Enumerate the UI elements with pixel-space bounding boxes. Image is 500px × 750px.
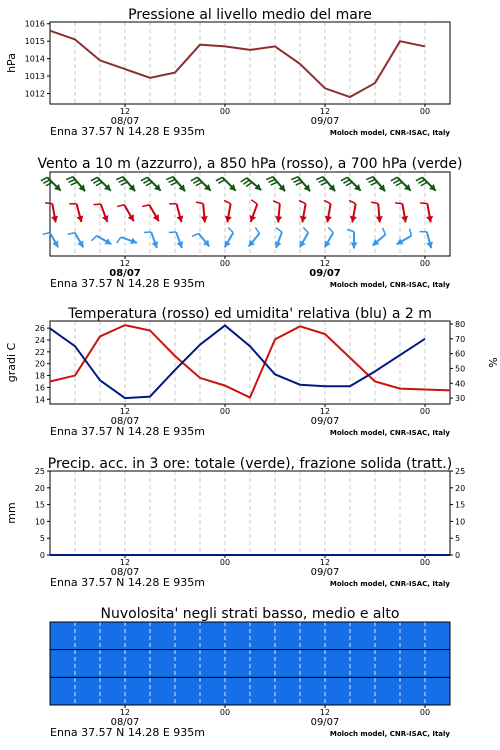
- x-tick-label: 00: [419, 558, 431, 567]
- model-label: Moloch model, CNR-ISAC, Italy: [329, 580, 450, 588]
- panel-4: [47, 471, 453, 558]
- y-tick-label: 15: [34, 500, 45, 510]
- arrow-barb: [196, 202, 203, 203]
- y-tick-label-right: 50: [455, 364, 466, 374]
- wind-arrow-850hPa: [93, 204, 108, 222]
- x-tick-label: 12: [319, 708, 331, 717]
- y-tick-label: 16: [34, 383, 45, 393]
- wind-arrow-700hPa: [91, 177, 111, 190]
- y-tick-label: 1012: [24, 89, 45, 99]
- cloud-cell: [250, 622, 276, 650]
- x-tick-label: 12: [119, 259, 131, 268]
- x-tick-label: 00: [419, 107, 431, 116]
- wind-arrow-700hPa: [66, 177, 85, 192]
- arrow-head: [426, 242, 433, 249]
- arrow-barb: [192, 233, 199, 236]
- arrow-barb: [169, 232, 176, 233]
- arrow-barb: [43, 233, 50, 235]
- cloud-cell: [350, 677, 376, 705]
- arrow-barb: [316, 177, 323, 180]
- wind-arrow-10m: [144, 232, 158, 248]
- y-tick-label-right: 15: [455, 500, 466, 510]
- wind-arrow-700hPa: [216, 177, 236, 190]
- arrow-barb: [296, 182, 303, 185]
- wind-arrow-10m: [372, 228, 385, 246]
- cloud-cell: [50, 650, 76, 678]
- arrow-barb: [118, 179, 125, 182]
- pressure-line: [50, 31, 425, 97]
- arrow-barb: [241, 178, 247, 182]
- arrow-barb: [368, 179, 375, 182]
- y-tick-label-right: 30: [455, 394, 466, 404]
- y-tick-label-right: 40: [455, 379, 466, 389]
- panel-1: [47, 22, 450, 107]
- cloud-cell: [325, 622, 351, 650]
- y-tick-label: 24: [34, 335, 45, 345]
- cloud-cell: [225, 622, 251, 650]
- wind-arrow-10m: [68, 233, 84, 248]
- arrow-barb: [393, 180, 399, 184]
- y-tick-label: 20: [34, 483, 45, 493]
- wind-arrow-850hPa: [420, 203, 433, 222]
- arrow-barb: [168, 179, 175, 182]
- arrow-barb: [68, 179, 75, 182]
- arrow-barb: [43, 180, 49, 184]
- wind-arrow-850hPa: [69, 204, 83, 222]
- cloud-cell: [425, 622, 451, 650]
- wind-arrow-850hPa: [273, 201, 282, 223]
- arrow-barb: [93, 180, 99, 184]
- model-label: Moloch model, CNR-ISAC, Italy: [329, 129, 450, 137]
- wind-arrow-700hPa: [416, 177, 436, 190]
- y-tick-label: 1014: [24, 54, 45, 64]
- wind-arrow-700hPa: [116, 177, 135, 192]
- x-tick-label: 00: [419, 259, 431, 268]
- cloud-cell: [225, 650, 251, 678]
- cloud-cell: [150, 650, 176, 678]
- y-tick-label-right: 60: [455, 349, 466, 359]
- wind-arrow-850hPa: [250, 200, 258, 222]
- cloud-cell: [75, 622, 101, 650]
- wind-arrow-700hPa: [291, 177, 310, 192]
- x-tick-label: 12: [319, 107, 331, 116]
- arrow-head: [77, 215, 84, 222]
- y-tick-label: 5: [39, 534, 45, 544]
- arrow-barb: [418, 180, 424, 184]
- y-tick-label-right: 5: [455, 534, 461, 544]
- cloud-cell: [300, 622, 326, 650]
- date-label: 09/07: [310, 116, 340, 127]
- model-label: Moloch model, CNR-ISAC, Italy: [329, 429, 450, 437]
- y-tick-label: 1016: [24, 19, 45, 29]
- wind-arrow-850hPa: [169, 204, 183, 222]
- arrow-barb: [191, 177, 197, 181]
- arrow-barb: [218, 180, 224, 184]
- cloud-cell: [375, 622, 401, 650]
- wind-arrow-700hPa: [266, 177, 285, 192]
- wind-arrow-10m: [347, 230, 358, 249]
- cloud-cell: [300, 677, 326, 705]
- wind-arrow-10m: [397, 229, 412, 245]
- x-tick-label: 12: [319, 259, 331, 268]
- arrow-barb: [117, 237, 121, 243]
- cloud-cell: [200, 622, 226, 650]
- arrow-barb: [46, 182, 52, 186]
- wind-arrow-850hPa: [196, 202, 208, 222]
- x-tick-label: 00: [219, 259, 231, 268]
- y-axis-label: mm: [5, 502, 18, 524]
- arrow-barb: [193, 180, 199, 184]
- location-label: Enna 37.57 N 14.28 E 935m: [50, 425, 205, 438]
- x-tick-label: 00: [219, 708, 231, 717]
- y-tick-label: 20: [34, 359, 45, 369]
- y-tick-label-right: 70: [455, 334, 466, 344]
- location-label: Enna 37.57 N 14.28 E 935m: [50, 125, 205, 138]
- arrow-barb: [68, 233, 75, 235]
- humidity-line: [50, 325, 425, 398]
- date-label: 08/07: [110, 116, 140, 127]
- y-tick-label: 14: [34, 395, 45, 405]
- wind-arrow-700hPa: [191, 177, 211, 190]
- arrow-barb: [216, 177, 222, 181]
- cloud-cell: [275, 677, 301, 705]
- wind-arrow-10m: [300, 227, 309, 247]
- panel-3: [47, 321, 453, 407]
- arrow-barb: [271, 182, 278, 185]
- cloud-cell: [350, 622, 376, 650]
- date-label: 08/07: [110, 416, 140, 427]
- y-tick-label: 1013: [24, 72, 45, 82]
- y-tick-label-right: 10: [455, 517, 466, 527]
- chart-title: Nuvolosita' negli strati basso, medio e alto: [100, 606, 400, 622]
- model-label: Moloch model, CNR-ISAC, Italy: [329, 730, 450, 738]
- arrow-barb: [273, 201, 280, 204]
- arrow-barb: [196, 182, 202, 186]
- cloud-cell: [100, 677, 126, 705]
- arrow-barb: [395, 203, 402, 204]
- arrow-barb: [366, 177, 373, 180]
- arrow-head: [201, 216, 208, 222]
- wind-arrow-10m: [275, 228, 282, 248]
- arrow-barb: [45, 203, 52, 204]
- wind-arrow-850hPa: [45, 203, 58, 222]
- wind-arrow-850hPa: [117, 205, 134, 221]
- cloud-cell: [175, 622, 201, 650]
- y-tick-label: 10: [34, 517, 45, 527]
- arrow-barb: [391, 177, 397, 181]
- cloud-cell: [400, 677, 426, 705]
- wind-arrow-10m: [192, 233, 210, 246]
- arrow-barb: [121, 182, 128, 185]
- y-tick-label: 1015: [24, 37, 45, 47]
- cloud-cell: [250, 650, 276, 678]
- cloud-cell: [425, 677, 451, 705]
- wind-arrow-700hPa: [316, 177, 335, 192]
- arrow-barb: [416, 177, 422, 181]
- arrow-barb: [41, 177, 47, 181]
- cloud-cell: [50, 677, 76, 705]
- y-tick-label-right: 20: [455, 483, 466, 493]
- cloud-cell: [125, 622, 151, 650]
- arrow-barb: [143, 180, 149, 184]
- arrow-barb: [303, 227, 308, 232]
- arrow-barb: [321, 182, 328, 185]
- arrow-barb: [228, 227, 233, 232]
- wind-arrow-10m: [117, 237, 137, 244]
- cloud-cell: [400, 622, 426, 650]
- location-label: Enna 37.57 N 14.28 E 935m: [50, 726, 205, 739]
- cloud-cell: [375, 677, 401, 705]
- x-tick-label: 00: [419, 407, 431, 416]
- cloud-cell: [75, 677, 101, 705]
- cloud-cell: [200, 677, 226, 705]
- cloud-cell: [275, 650, 301, 678]
- arrow-barb: [91, 177, 97, 181]
- wind-arrow-10m: [91, 236, 111, 245]
- y-axis-label: hPa: [5, 53, 18, 73]
- y-axis-label-right: %: [486, 357, 499, 368]
- location-label: Enna 37.57 N 14.28 E 935m: [50, 576, 205, 589]
- cloud-cell: [350, 650, 376, 678]
- arrow-barb: [410, 229, 412, 236]
- x-tick-label: 00: [419, 708, 431, 717]
- y-tick-label: 22: [34, 347, 45, 357]
- arrow-barb: [166, 177, 173, 180]
- arrow-head: [351, 243, 358, 249]
- x-tick-label: 12: [119, 407, 131, 416]
- date-label: 09/07: [310, 567, 340, 578]
- wind-arrow-700hPa: [141, 177, 161, 190]
- date-label: 09/07: [310, 416, 340, 427]
- arrow-barb: [116, 177, 123, 180]
- cloud-cell: [250, 677, 276, 705]
- y-tick-label: 18: [34, 371, 45, 381]
- arrow-barb: [371, 202, 378, 203]
- arrow-barb: [171, 182, 178, 185]
- y-axis-label: gradi C: [5, 342, 18, 383]
- arrow-barb: [246, 182, 252, 186]
- cloud-cell: [175, 677, 201, 705]
- y-tick-label: 26: [34, 324, 45, 334]
- arrow-barb: [383, 228, 386, 235]
- arrow-barb: [243, 180, 249, 184]
- cloud-cell: [325, 650, 351, 678]
- cloud-cell: [225, 677, 251, 705]
- wind-arrow-10m: [325, 227, 334, 247]
- arrow-barb: [266, 177, 273, 180]
- x-tick-label: 12: [119, 107, 131, 116]
- cloud-cell: [150, 677, 176, 705]
- x-tick-label: 12: [119, 708, 131, 717]
- arrow-barb: [346, 182, 352, 186]
- cloud-cell: [325, 677, 351, 705]
- arrow-barb: [328, 227, 333, 232]
- arrow-barb: [268, 179, 275, 182]
- arrow-barb: [347, 230, 354, 232]
- x-tick-label: 12: [319, 407, 331, 416]
- panel-2: [41, 172, 450, 259]
- arrow-head: [177, 215, 184, 222]
- arrow-barb: [291, 177, 298, 180]
- wind-arrow-700hPa: [391, 177, 411, 190]
- arrow-barb: [396, 182, 402, 186]
- arrow-barb: [91, 236, 96, 241]
- x-tick-label: 00: [219, 107, 231, 116]
- y-tick-label-right: 25: [455, 467, 466, 476]
- cloud-cell: [75, 650, 101, 678]
- wind-arrow-700hPa: [41, 177, 61, 190]
- cloud-cell: [300, 650, 326, 678]
- cloud-cell: [100, 650, 126, 678]
- chart-title: Vento a 10 m (azzurro), a 850 hPa (rosso), a 700 hPa (verde): [37, 156, 463, 172]
- arrow-barb: [142, 205, 149, 207]
- cloud-cell: [275, 622, 301, 650]
- date-label: 08/07: [110, 717, 140, 728]
- arrow-barb: [117, 205, 124, 207]
- y-tick-label: 0: [39, 551, 45, 560]
- arrow-barb: [251, 200, 257, 204]
- wind-arrow-850hPa: [395, 203, 408, 222]
- cloud-cell: [200, 650, 226, 678]
- arrow-barb: [71, 182, 78, 185]
- arrow-barb: [343, 180, 349, 184]
- arrow-head: [275, 216, 282, 222]
- cloud-cell: [425, 650, 451, 678]
- model-label: Moloch model, CNR-ISAC, Italy: [329, 281, 450, 289]
- date-label: 08/07: [110, 567, 140, 578]
- wind-arrow-850hPa: [142, 205, 159, 221]
- cloud-cell: [125, 677, 151, 705]
- arrow-barb: [341, 177, 347, 181]
- arrow-barb: [96, 182, 102, 186]
- x-tick-label: 12: [119, 558, 131, 567]
- chart-title: Temperatura (rosso) ed umidita' relativa (blu) a 2 m: [68, 306, 432, 322]
- date-label: 09/07: [309, 268, 341, 279]
- date-label: 08/07: [109, 268, 141, 279]
- location-label: Enna 37.57 N 14.28 E 935m: [50, 277, 205, 290]
- wind-arrow-10m: [169, 232, 183, 248]
- arrow-barb: [93, 204, 100, 205]
- chart-title: Precip. acc. in 3 ore: totale (verde), frazione solida (tratt.): [47, 456, 453, 472]
- arrow-barb: [141, 177, 147, 181]
- cloud-cell: [100, 622, 126, 650]
- cloud-cell: [150, 622, 176, 650]
- x-tick-label: 00: [219, 407, 231, 416]
- arrow-barb: [420, 203, 427, 204]
- wind-arrow-10m: [225, 227, 234, 247]
- chart-title: Pressione al livello medio del mare: [128, 7, 372, 23]
- arrow-barb: [66, 177, 73, 180]
- x-tick-label: 00: [219, 558, 231, 567]
- arrow-barb: [293, 179, 300, 182]
- y-tick-label-right: 0: [455, 551, 461, 560]
- arrow-head: [376, 216, 383, 222]
- cloud-cell: [400, 650, 426, 678]
- wind-arrow-700hPa: [241, 178, 262, 190]
- cloud-cell: [175, 650, 201, 678]
- cloud-cell: [375, 650, 401, 678]
- arrow-barb: [146, 182, 152, 186]
- arrow-barb: [371, 182, 378, 185]
- date-label: 09/07: [310, 717, 340, 728]
- wind-arrow-700hPa: [341, 177, 361, 190]
- wind-arrow-850hPa: [371, 202, 383, 222]
- arrow-barb: [144, 232, 151, 233]
- arrow-barb: [255, 227, 259, 233]
- cloud-cell: [50, 622, 76, 650]
- arrow-barb: [276, 228, 282, 232]
- wind-arrow-700hPa: [166, 177, 185, 192]
- arrow-barb: [421, 182, 427, 186]
- y-tick-label-right: 80: [455, 319, 466, 329]
- wind-arrow-700hPa: [366, 177, 385, 192]
- arrow-barb: [318, 179, 325, 182]
- wind-arrow-10m: [420, 232, 434, 249]
- cloud-cell: [125, 650, 151, 678]
- x-tick-label: 12: [319, 558, 331, 567]
- y-tick-label: 25: [34, 467, 45, 476]
